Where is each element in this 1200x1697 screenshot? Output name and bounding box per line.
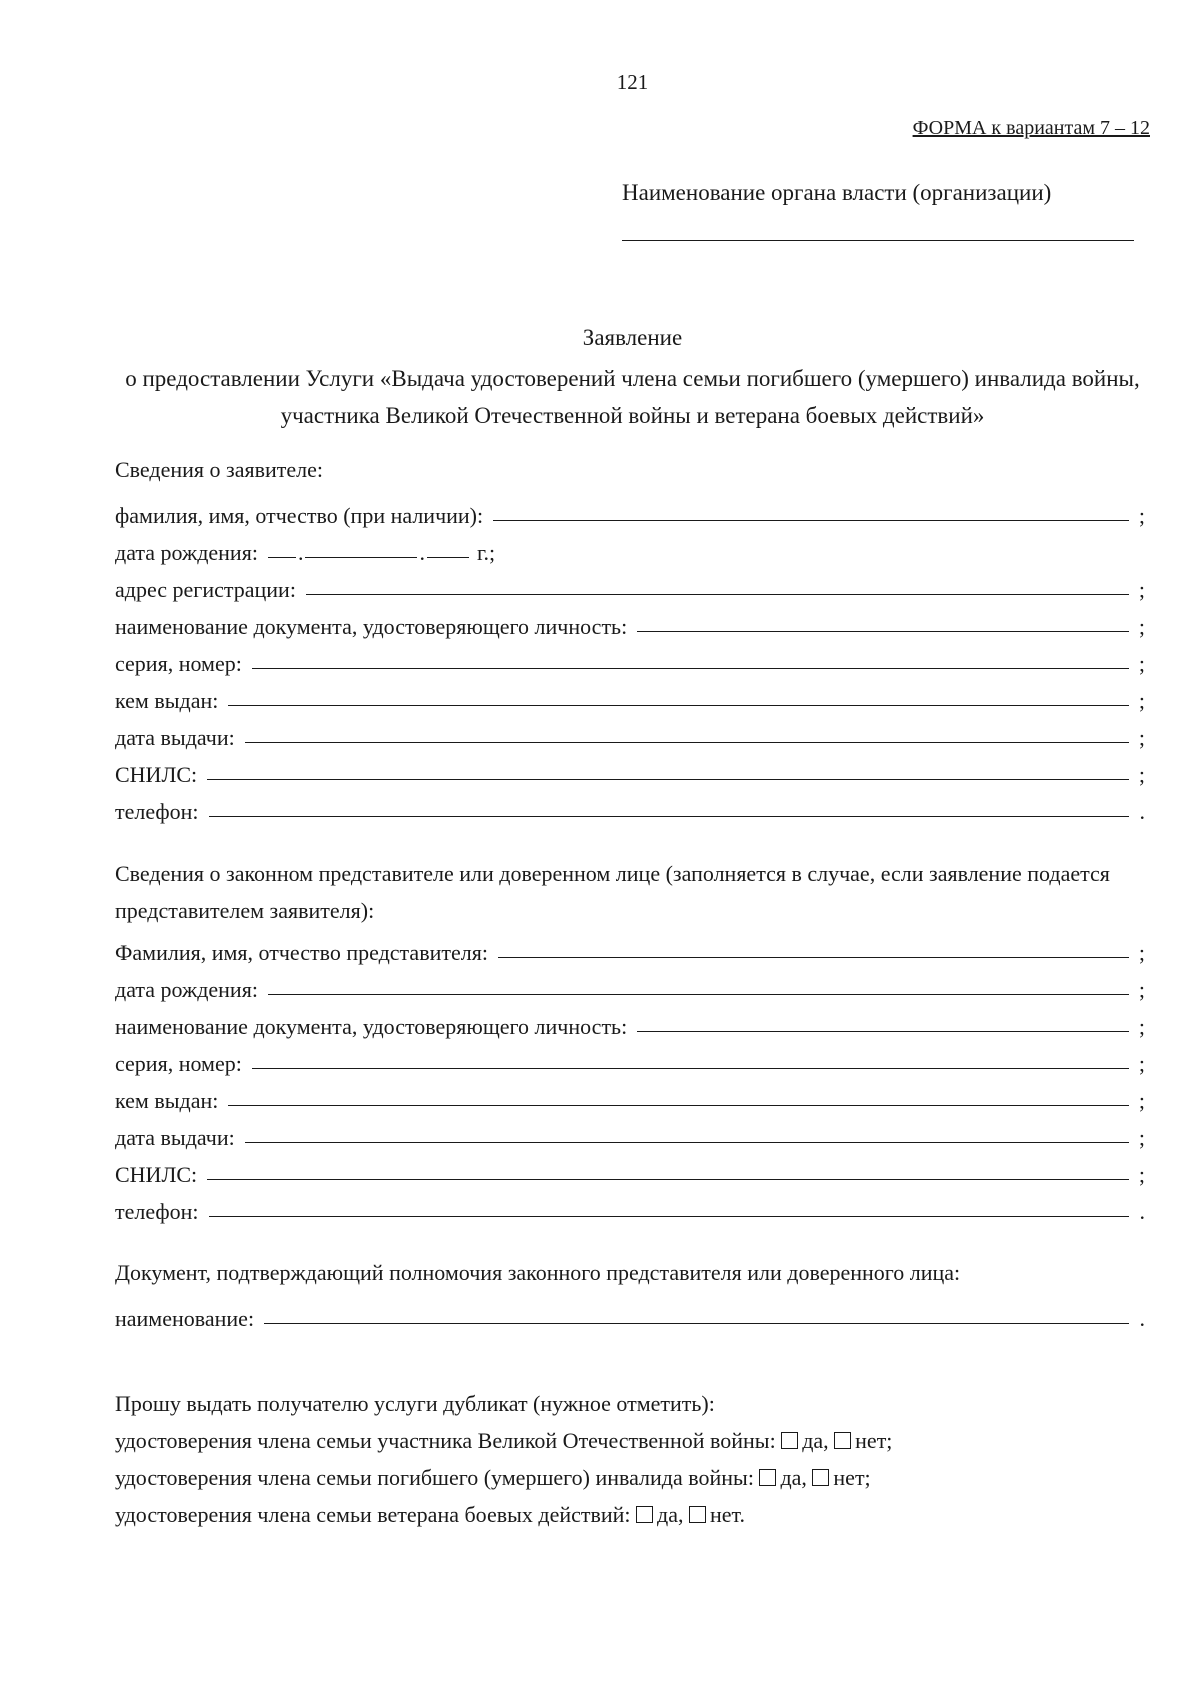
applicant-phone-field[interactable]	[209, 816, 1129, 817]
authority-document-name-row	[115, 1295, 1145, 1332]
applicant-issue-date-row	[115, 714, 1145, 751]
no-checkbox[interactable]	[689, 1506, 706, 1523]
no-label: нет;	[855, 1428, 893, 1453]
representative-issued-by-label: кем выдан:	[115, 1088, 219, 1113]
duplicate-wwii-member-line	[115, 1422, 1145, 1459]
page-number: 121	[616, 70, 649, 94]
representative-issued-by-field[interactable]	[228, 1105, 1129, 1106]
applicant-birth-day-field[interactable]	[268, 537, 296, 558]
representative-series-row	[115, 1040, 1145, 1077]
applicant-birth-month-field[interactable]	[305, 537, 417, 558]
yes-checkbox[interactable]	[759, 1469, 776, 1486]
applicant-id-document-field[interactable]	[637, 631, 1129, 632]
representative-birth-date-label: дата рождения:	[115, 977, 258, 1002]
applicant-snils-row	[115, 751, 1145, 788]
representative-phone-field[interactable]	[209, 1216, 1129, 1217]
applicant-address-punct: ;	[1138, 577, 1145, 602]
representative-series-label: серия, номер:	[115, 1051, 242, 1076]
representative-name-row	[115, 929, 1145, 966]
representative-issued-by-punct: ;	[1138, 1088, 1145, 1113]
authority-document-heading: Документ, подтверждающий полномочия законного представителя или доверенного лица:	[115, 1260, 961, 1285]
applicant-series-punct: ;	[1138, 651, 1145, 676]
authority-document-section	[115, 1258, 1145, 1332]
applicant-id-document-label: наименование документа, удостоверяющего личность:	[115, 614, 628, 639]
applicant-address-field[interactable]	[306, 594, 1129, 595]
applicant-issue-date-label: дата выдачи:	[115, 725, 235, 750]
duplicate-war-invalid-member-line	[115, 1459, 1145, 1496]
applicant-birth-date-label: дата рождения:	[115, 540, 258, 565]
yes-checkbox[interactable]	[636, 1506, 653, 1523]
applicant-issued-by-punct: ;	[1138, 688, 1145, 713]
representative-name-field[interactable]	[498, 957, 1129, 958]
representative-snils-punct: ;	[1138, 1162, 1145, 1187]
birth-date-year-suffix: г.;	[476, 540, 496, 565]
no-label: нет.	[710, 1502, 745, 1527]
representative-phone-row	[115, 1188, 1145, 1225]
duplicate-request-section	[115, 1385, 1145, 1533]
applicant-name-field[interactable]	[493, 520, 1129, 521]
form-reference: ФОРМА к вариантам 7 – 12	[912, 117, 1150, 139]
applicant-issued-by-row	[115, 677, 1145, 714]
authority-document-name-field[interactable]	[264, 1323, 1129, 1324]
applicant-snils-field[interactable]	[207, 779, 1129, 780]
yes-label: да,	[657, 1502, 684, 1527]
representative-birth-date-row	[115, 966, 1145, 1003]
representative-phone-punct: .	[1139, 1199, 1145, 1224]
representative-birth-date-field[interactable]	[268, 994, 1129, 995]
applicant-section	[115, 455, 1145, 825]
application-subtitle: о предоставлении Услуги «Выдача удостоверений члена семьи погибшего (умершего) инвалида войны, участника Великой Отечественной войны и ветерана боевых действий»	[125, 366, 1140, 428]
duplicate-combat-veteran-member-line	[115, 1496, 1145, 1533]
applicant-address-label: адрес регистрации:	[115, 577, 296, 602]
representative-issue-date-row	[115, 1114, 1145, 1151]
representative-issued-by-row	[115, 1077, 1145, 1114]
birth-date-dot: .	[297, 540, 304, 565]
application-title: Заявление	[582, 325, 683, 350]
applicant-phone-punct: .	[1139, 799, 1145, 824]
applicant-name-label: фамилия, имя, отчество (при наличии):	[115, 503, 484, 528]
applicant-issue-date-field[interactable]	[245, 742, 1129, 743]
representative-id-document-punct: ;	[1138, 1014, 1145, 1039]
applicant-issue-date-punct: ;	[1138, 725, 1145, 750]
duplicate-request-heading: Прошу выдать получателю услуги дубликат (нужное отметить):	[115, 1391, 715, 1416]
applicant-series-row	[115, 640, 1145, 677]
authority-document-name-label: наименование:	[115, 1306, 255, 1331]
applicant-phone-row	[115, 788, 1145, 825]
representative-id-document-field[interactable]	[637, 1031, 1129, 1032]
representative-series-field[interactable]	[252, 1068, 1129, 1069]
applicant-name-punct: ;	[1138, 503, 1145, 528]
representative-birth-date-punct: ;	[1138, 977, 1145, 1002]
representative-phone-label: телефон:	[115, 1199, 199, 1224]
applicant-issued-by-label: кем выдан:	[115, 688, 219, 713]
duplicate-option-label: удостоверения члена семьи участника Великой Отечественной войны:	[115, 1428, 776, 1453]
representative-issue-date-field[interactable]	[245, 1142, 1129, 1143]
no-checkbox[interactable]	[834, 1432, 851, 1449]
representative-name-punct: ;	[1138, 940, 1145, 965]
applicant-id-document-row	[115, 603, 1145, 640]
applicant-name-row	[115, 492, 1145, 529]
applicant-heading: Сведения о заявителе:	[115, 457, 324, 482]
yes-label: да,	[802, 1428, 829, 1453]
representative-snils-label: СНИЛС:	[115, 1162, 198, 1187]
applicant-phone-label: телефон:	[115, 799, 199, 824]
representative-id-document-label: наименование документа, удостоверяющего личность:	[115, 1014, 628, 1039]
applicant-snils-label: СНИЛС:	[115, 762, 198, 787]
applicant-birth-date-row	[115, 529, 1145, 566]
representative-issue-date-punct: ;	[1138, 1125, 1145, 1150]
applicant-issued-by-field[interactable]	[228, 705, 1129, 706]
birth-date-dot: .	[419, 540, 425, 565]
applicant-address-row	[115, 566, 1145, 603]
duplicate-option-label: удостоверения члена семьи ветерана боевых действий:	[115, 1502, 631, 1527]
applicant-birth-year-field[interactable]	[427, 537, 469, 558]
yes-checkbox[interactable]	[781, 1432, 798, 1449]
authority-document-name-punct: .	[1139, 1306, 1145, 1331]
representative-id-document-row	[115, 1003, 1145, 1040]
organization-label: Наименование органа власти (организации)	[622, 180, 1052, 205]
representative-series-punct: ;	[1138, 1051, 1145, 1076]
representative-section	[115, 855, 1145, 1225]
no-label: нет;	[833, 1465, 871, 1490]
applicant-id-document-punct: ;	[1138, 614, 1145, 639]
yes-label: да,	[780, 1465, 807, 1490]
representative-snils-row	[115, 1151, 1145, 1188]
applicant-snils-punct: ;	[1138, 762, 1145, 787]
no-checkbox[interactable]	[812, 1469, 829, 1486]
applicant-series-label: серия, номер:	[115, 651, 242, 676]
applicant-series-field[interactable]	[252, 668, 1129, 669]
representative-snils-field[interactable]	[207, 1179, 1129, 1180]
representative-heading: Сведения о законном представителе или доверенном лице (заполняется в случае, если заявление подается представителем заявителя):	[115, 861, 1110, 923]
representative-name-label: Фамилия, имя, отчество представителя:	[115, 940, 488, 965]
organization-field[interactable]	[622, 240, 1134, 241]
representative-issue-date-label: дата выдачи:	[115, 1125, 235, 1150]
duplicate-option-label: удостоверения члена семьи погибшего (умершего) инвалида войны:	[115, 1465, 754, 1490]
